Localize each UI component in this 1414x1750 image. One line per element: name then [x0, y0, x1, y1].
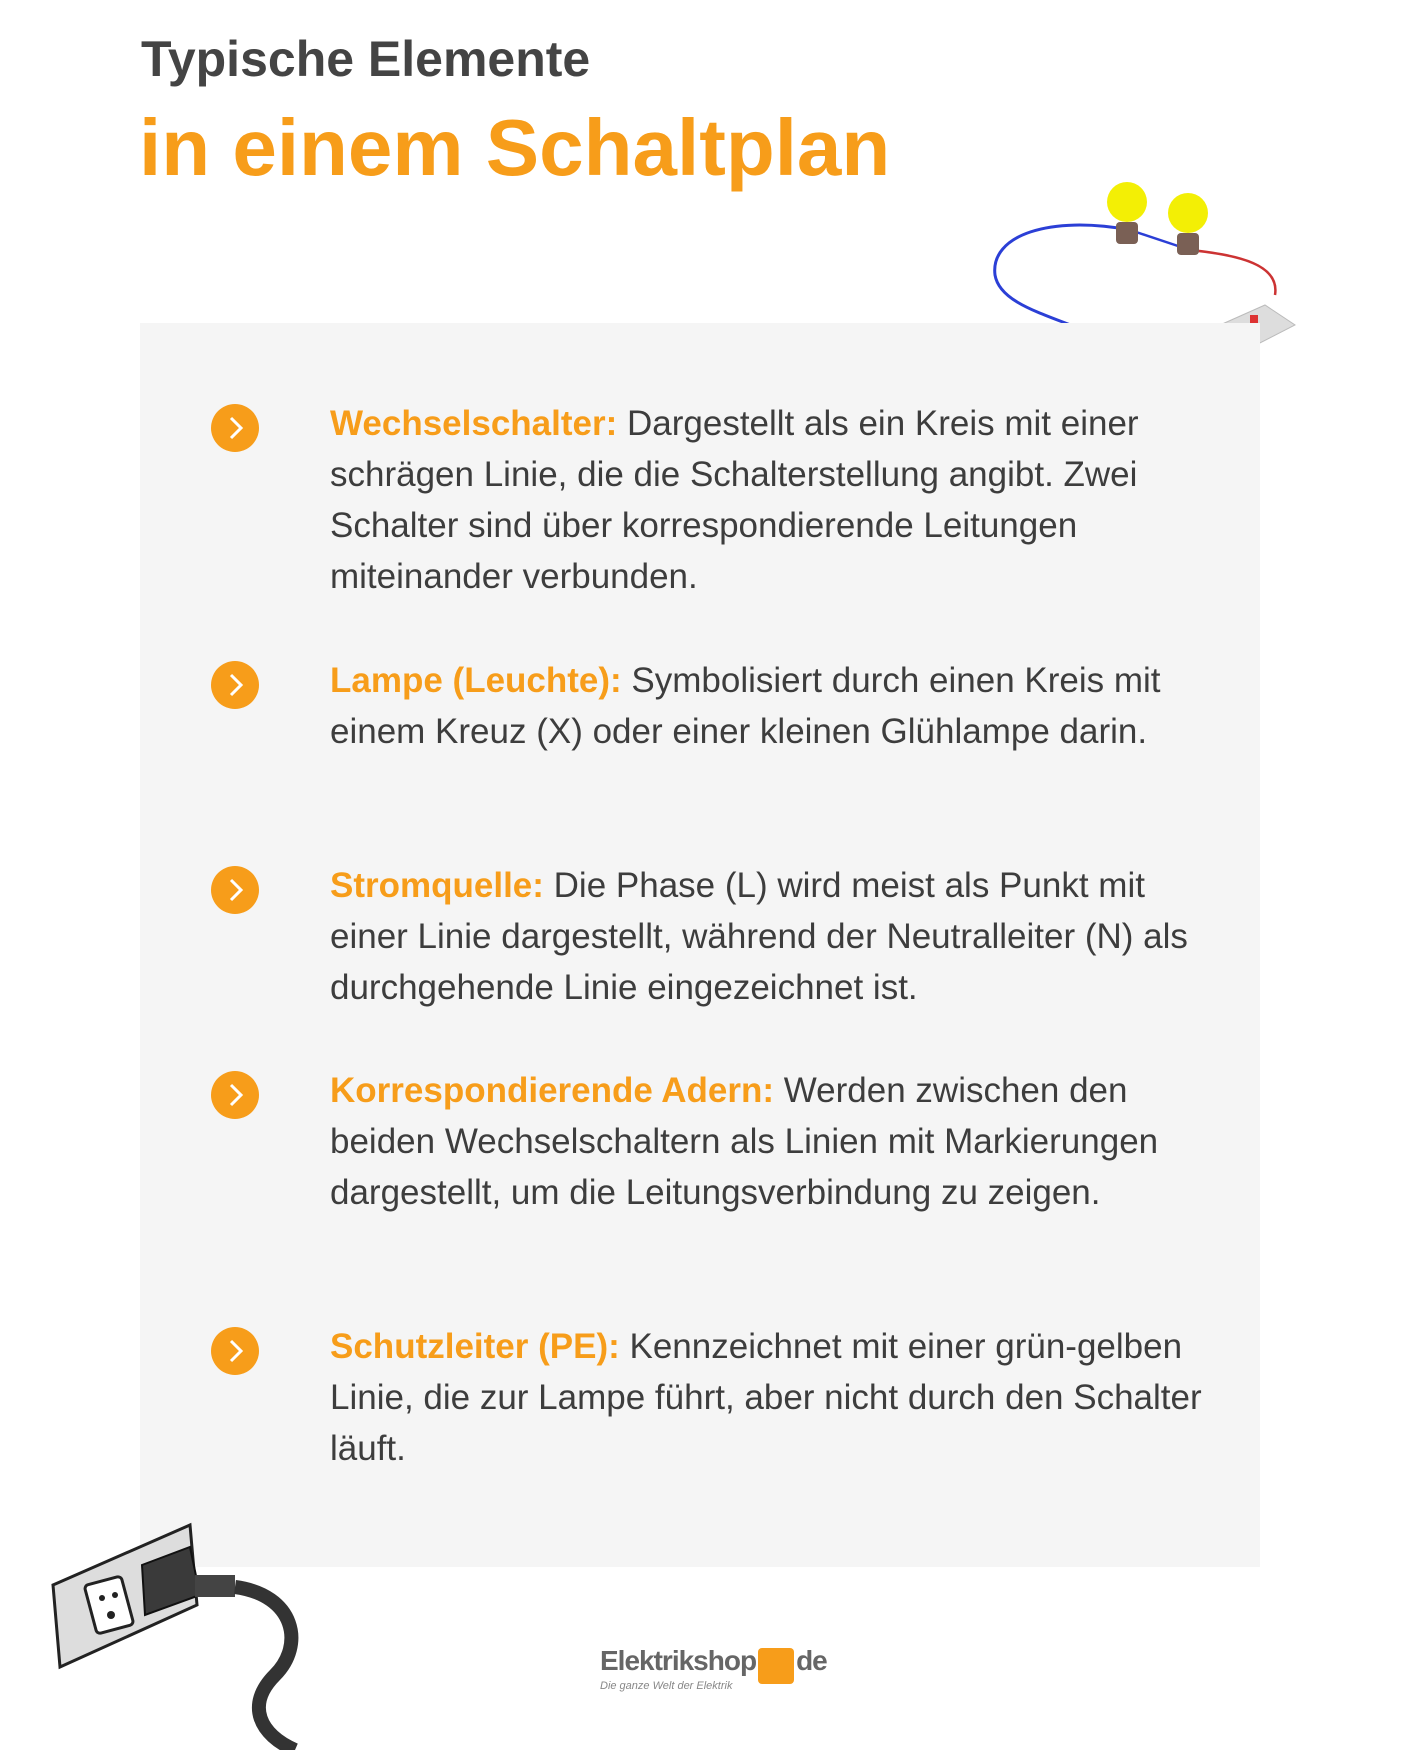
item-text: Kennzeichnet mit einer grün-gelben Linie, die zur Lampe führt, aber nicht durch den Schalter läuft. — [330, 1327, 1202, 1468]
chevron-right-icon — [211, 404, 259, 452]
chevron-right-icon — [211, 1071, 259, 1119]
item-term: Lampe (Leuchte): — [330, 661, 622, 700]
elements-panel — [140, 323, 1260, 1567]
chevron-right-icon — [211, 1327, 259, 1375]
elektrikshop-logo — [600, 1645, 827, 1692]
item-text: Dargestellt als ein Kreis mit einer schrägen Linie, die die Schalterstellung angibt. Zwei Schalter sind über korrespondierende Leitungen miteinander verbunden. — [330, 404, 1139, 596]
title-line-1: Typische Elemente — [141, 31, 591, 87]
logo-tld: de — [796, 1645, 827, 1676]
chevron-right-icon — [211, 866, 259, 914]
item-text: Die Phase (L) wird meist als Punkt mit einer Linie dargestellt, während der Neutralleiter (N) als durchgehende Linie eingezeichnet ist. — [330, 866, 1188, 1007]
logo-tagline: Die ganze Welt der Elektrik — [600, 1679, 733, 1692]
item-text: Werden zwischen den beiden Wechselschaltern als Linien mit Markierungen dargestellt, um die Leitungsverbindung zu zeigen. — [330, 1071, 1159, 1212]
item-term: Wechselschalter: — [330, 404, 618, 443]
title-line-2: in einem Schaltplan — [139, 103, 891, 192]
item-term: Korrespondierende Adern: — [330, 1071, 775, 1110]
lightbulb-icon — [758, 1648, 794, 1684]
item-text: Symbolisiert durch einen Kreis mit einem Kreuz (X) oder einer kleinen Glühlampe darin. — [330, 661, 1161, 751]
logo-name: Elektrikshop — [600, 1645, 757, 1676]
item-term: Schutzleiter (PE): — [330, 1327, 620, 1366]
chevron-right-icon — [211, 661, 259, 709]
plug-socket-illustration — [45, 1495, 315, 1750]
item-term: Stromquelle: — [330, 866, 544, 905]
